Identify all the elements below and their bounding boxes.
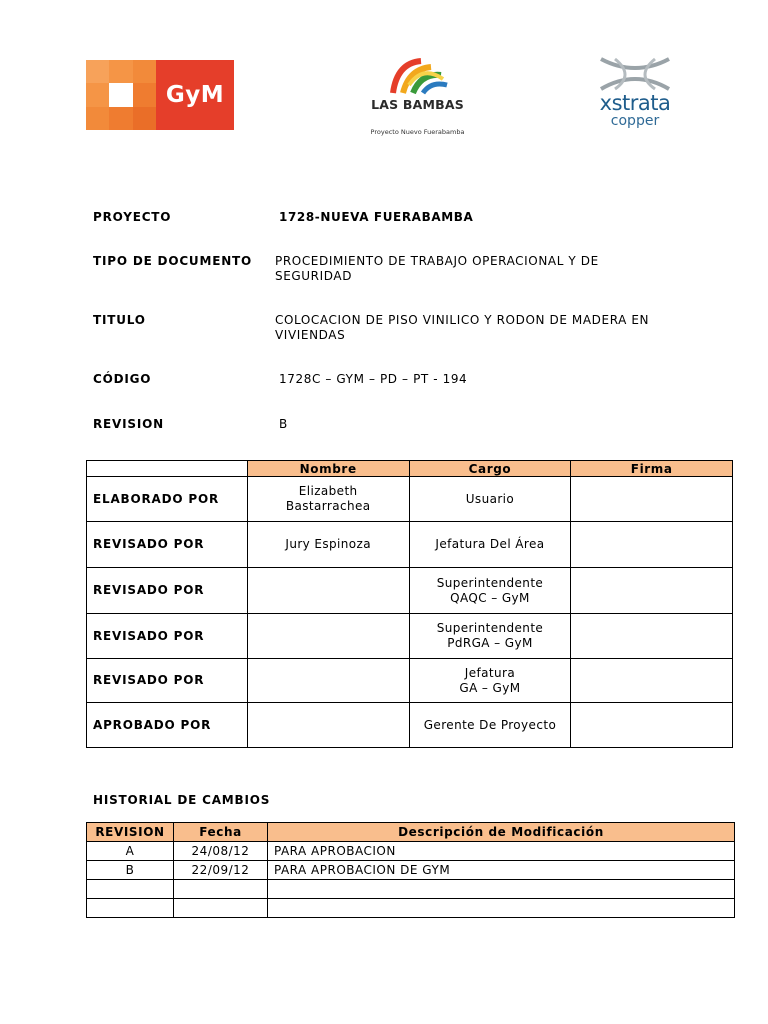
- gym-logo: [86, 60, 234, 130]
- history-header-row: [87, 823, 735, 842]
- las-bambas-arcs-icon: [383, 55, 453, 95]
- history-fecha: 22/09/12: [174, 861, 268, 880]
- revision-value: B: [279, 417, 288, 431]
- history-descripcion: PARA APROBACION DE GYM: [268, 861, 735, 880]
- las-bambas-subtitle: Proyecto Nuevo Fuerabamba: [370, 128, 465, 136]
- revision-label: REVISION: [93, 417, 164, 431]
- xstrata-subtitle: copper: [610, 113, 660, 129]
- approval-role: REVISADO POR: [87, 659, 248, 703]
- approvals-row: [87, 703, 733, 748]
- approvals-header-blank: [87, 461, 248, 477]
- history-revision: B: [87, 861, 174, 880]
- codigo-value: 1728C – GYM – PD – PT - 194: [279, 372, 468, 386]
- history-row: [87, 842, 735, 861]
- las-bambas-name: LAS BAMBAS: [371, 97, 464, 112]
- xstrata-name: xstrata: [599, 91, 671, 115]
- codigo-label: CÓDIGO: [93, 372, 152, 386]
- approvals-row: [87, 477, 733, 522]
- gym-logo-text: GyM: [165, 82, 225, 108]
- approval-cargo: Jefatura Del Área: [409, 522, 571, 568]
- approvals-row: [87, 614, 733, 659]
- approval-role: REVISADO POR: [87, 568, 248, 614]
- approval-firma: [571, 522, 733, 568]
- approvals-header-cargo: Cargo: [409, 461, 571, 477]
- history-header-descripcion: Descripción de Modificación: [268, 823, 735, 842]
- approval-role: APROBADO POR: [87, 703, 248, 748]
- titulo-label: TITULO: [93, 313, 146, 327]
- approvals-header-row: [87, 461, 733, 477]
- proyecto-label: PROYECTO: [93, 210, 172, 224]
- history-revision: [87, 880, 174, 899]
- tipo-value: PROCEDIMIENTO DE TRABAJO OPERACIONAL Y DE SEGURIDAD: [275, 254, 599, 283]
- approval-firma: [571, 703, 733, 748]
- approvals-table: [86, 460, 733, 748]
- approval-role: ELABORADO POR: [87, 477, 248, 522]
- history-descripcion: [268, 880, 735, 899]
- approval-nombre: [247, 703, 409, 748]
- approval-cargo: Jefatura GA – GyM: [409, 659, 571, 703]
- history-header-revision: REVISION: [87, 823, 174, 842]
- approval-nombre: Jury Espinoza: [247, 522, 409, 568]
- approvals-header-firma: Firma: [571, 461, 733, 477]
- approval-cargo: Gerente De Proyecto: [409, 703, 571, 748]
- history-row: [87, 880, 735, 899]
- history-fecha: 24/08/12: [174, 842, 268, 861]
- proyecto-value: 1728-NUEVA FUERABAMBA: [279, 210, 474, 224]
- gym-logo-block: [156, 60, 234, 130]
- approvals-header-nombre: Nombre: [247, 461, 409, 477]
- approval-firma: [571, 477, 733, 522]
- approval-firma: [571, 568, 733, 614]
- approval-firma: [571, 659, 733, 703]
- approval-nombre: [247, 614, 409, 659]
- approvals-row: [87, 568, 733, 614]
- xstrata-x-icon: [595, 55, 675, 93]
- history-row: [87, 861, 735, 880]
- approval-nombre: [247, 568, 409, 614]
- approvals-row: [87, 522, 733, 568]
- history-fecha: [174, 899, 268, 918]
- approval-cargo: Usuario: [409, 477, 571, 522]
- history-title: HISTORIAL DE CAMBIOS: [93, 793, 271, 807]
- gym-logo-squares: [86, 60, 156, 130]
- header-logos: [0, 0, 768, 160]
- approval-nombre: Elizabeth Bastarrachea: [247, 477, 409, 522]
- history-fecha: [174, 880, 268, 899]
- history-revision: [87, 899, 174, 918]
- approval-role: REVISADO POR: [87, 614, 248, 659]
- tipo-label: TIPO DE DOCUMENTO: [93, 254, 253, 268]
- titulo-value: COLOCACION DE PISO VINILICO Y RODON DE MADERA EN VIVIENDAS: [275, 313, 650, 342]
- approvals-row: [87, 659, 733, 703]
- approval-nombre: [247, 659, 409, 703]
- history-descripcion: [268, 899, 735, 918]
- history-revision: A: [87, 842, 174, 861]
- las-bambas-logo: [355, 55, 480, 150]
- xstrata-logo: [590, 55, 680, 135]
- approval-cargo: Superintendente PdRGA – GyM: [409, 614, 571, 659]
- approval-role: REVISADO POR: [87, 522, 248, 568]
- history-table: [86, 822, 735, 918]
- history-descripcion: PARA APROBACION: [268, 842, 735, 861]
- approval-cargo: Superintendente QAQC – GyM: [409, 568, 571, 614]
- approval-firma: [571, 614, 733, 659]
- history-header-fecha: Fecha: [174, 823, 268, 842]
- history-row: [87, 899, 735, 918]
